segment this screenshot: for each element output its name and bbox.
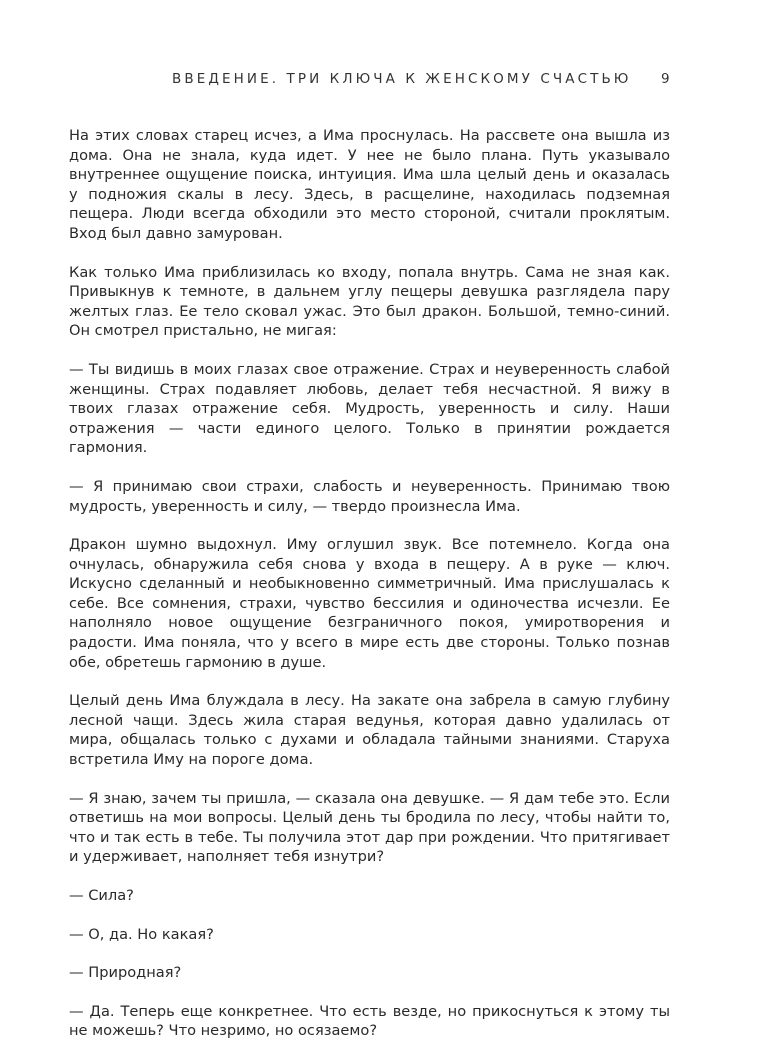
paragraph-1: На этих словах старец исчез, а Има проснулась. На рассвете она вышла из дома. Она не знала, куда идет. У нее не было плана. Путь указывало внутреннее ощущение поиска, интуиция. Има шла целый день и оказалась у подножия скалы в лесу. Здесь, в расщелине, находилась подземная пещера. Люди всегда обходили это место стороной, считали проклятым. Вход был давно замурован. [69, 127, 670, 242]
paragraph-10: — Природная? [69, 964, 182, 982]
paragraph-7: — Я знаю, зачем ты пришла, — сказала она девушке. — Я дам тебе это. Если ответишь на мои вопросы. Целый день ты бродила по лесу, чтобы найти то, что и так есть в тебе. Ты получила этот дар при рождении. Что притягивает и удерживает, наполняет тебя изнутри? [69, 789, 670, 866]
paragraph-2: Как только Има приблизилась ко входу, попала внутрь. Сама не зная как. Привыкнув к темноте, в дальнем углу пещеры девушка разглядела пару желтых глаз. Ее тело сковал ужас. Это был дракон. Большой, темно-синий. Он смотрел пристально, не мигая: [69, 263, 670, 340]
running-title: ВВЕДЕНИЕ. ТРИ КЛЮЧА К ЖЕНСКОМУ СЧАСТЬЮ [172, 71, 632, 87]
body-text [69, 126, 670, 1060]
paragraph-9: — О, да. Но какая? [69, 925, 214, 943]
paragraph-3: — Ты видишь в моих глазах свое отражение. Страх и неуверенность слабой женщины. Страх подавляет любовь, делает тебя несчастной. Я вижу в твоих глазах отражение себя. Мудрость, уверенность и силу. Наши отражения — части единого целого. Только в принятии рождается гармония. [69, 360, 670, 457]
running-header [0, 71, 759, 93]
paragraph-4: — Я принимаю свои страхи, слабость и неуверенность. Принимаю твою мудрость, уверенность и силу, — твердо произнесла Има. [69, 477, 670, 515]
paragraph-5: Дракон шумно выдохнул. Иму оглушил звук. Все потемнело. Когда она очнулась, обнаружила себя снова у входа в пещеру. А в руке — ключ. Искусно сделанный и необыкновенно симметричный. Има прислушалась к себе. Все сомнения, страхи, чувство бессилия и одиночества исчезли. Ее наполняло новое ощущение безграничного покоя, умиротворения и радости. Има поняла, что у всего в мире есть две стороны. Только познав обе, обретешь гармонию в душе. [69, 536, 670, 671]
page-number: 9 [661, 71, 670, 87]
paragraph-11: — Да. Теперь еще конкретнее. Что есть везде, но прикоснуться к этому ты не можешь? Что незримо, но осязаемо? [69, 1002, 670, 1040]
paragraph-8: — Сила? [69, 887, 134, 904]
paragraph-6: Целый день Има блуждала в лесу. На закате она забрела в самую глубину лесной чащи. Здесь жила старая ведунья, которая давно удалилась от мира, общалась только с духами и обладала тайными знаниями. Старуха встретила Иму на пороге дома. [69, 692, 670, 769]
